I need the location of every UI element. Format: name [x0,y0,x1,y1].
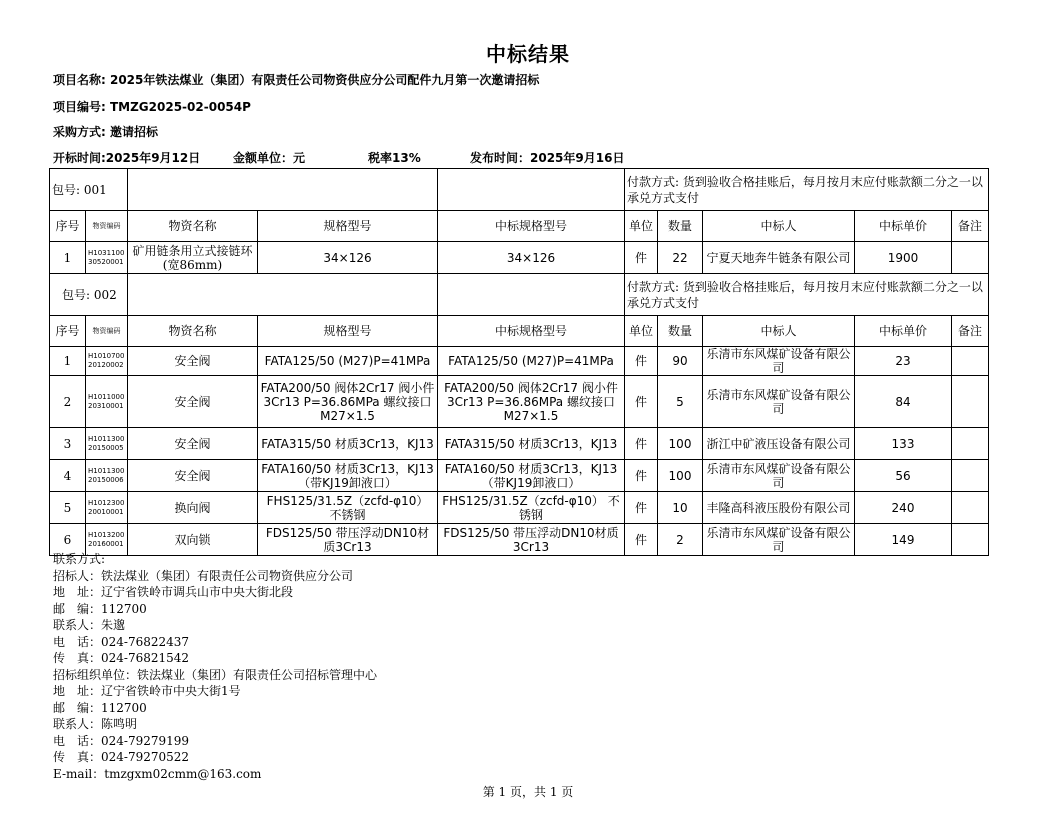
cell-qty: 90 [658,347,703,376]
cell-remark [952,376,989,428]
header-winner: 中标人 [703,211,855,242]
header-row [50,211,989,242]
cell-remark [952,492,989,524]
header-bid-spec: 中标规格型号 [438,211,625,242]
header-name: 物资名称 [128,211,258,242]
header-winner: 中标人 [703,316,855,347]
header-spec: 规格型号 [258,211,438,242]
cell-name: 安全阀 [128,428,258,460]
cell-winner: 丰隆高科液压股份有限公司 [703,492,855,524]
header-qty: 数量 [658,211,703,242]
contact-line: 电 话：024-79279199 [53,733,190,748]
cell-winner: 乐清市东风煤矿设备有限公司 [703,347,855,376]
cell-spec: FDS125/50 带压浮动DN10材质3Cr13 [258,524,438,556]
blank-cell [438,169,625,211]
cell-winner: 乐清市东风煤矿设备有限公司 [703,460,855,492]
contact-line: 电 话：024-76822437 [53,634,190,649]
cell-bid-spec: FATA125/50 (M27)P=41MPa [438,347,625,376]
package-label: 包号: 002 [50,274,128,316]
cell-spec: FATA315/50 材质3Cr13，KJ13 [258,428,438,460]
cell-name: 安全阀 [128,376,258,428]
header-unit: 单位 [625,211,658,242]
cell-seq: 2 [50,376,86,428]
cell-qty: 22 [658,242,703,274]
header-spec: 规格型号 [258,316,438,347]
cell-remark [952,460,989,492]
cell-unit: 件 [625,376,658,428]
cell-price: 23 [855,347,952,376]
cell-qty: 10 [658,492,703,524]
cell-winner: 乐清市东风煤矿设备有限公司 [703,524,855,556]
cell-name: 换向阀 [128,492,258,524]
result-table [49,168,989,556]
header-code: 物资编码 [86,211,128,242]
header-seq: 序号 [50,316,86,347]
header-qty: 数量 [658,316,703,347]
cell-name: 安全阀 [128,347,258,376]
cell-spec: FATA200/50 阀体2Cr17 阀小件3Cr13 P=36.86MPa 螺纹接口M27×1.5 [258,376,438,428]
cell-remark [952,428,989,460]
table-row [50,376,989,428]
package-row [50,169,989,211]
cell-code: H1011300 20150006 [86,460,128,492]
cell-bid-spec: FATA160/50 材质3Cr13，KJ13（带KJ19卸液口） [438,460,625,492]
header-seq: 序号 [50,211,86,242]
cell-name: 矿用链条用立式接链环(宽86mm) [128,242,258,274]
cell-unit: 件 [625,428,658,460]
cell-code: H1010700 20120002 [86,347,128,376]
package-label: 包号: 001 [50,169,128,211]
cell-qty: 100 [658,460,703,492]
cell-code: H1013200 20160001 [86,524,128,556]
contact-line: 联系方式: [53,552,106,566]
publish-time: 发布时间：2025年9月16日 [470,151,625,165]
cell-spec: FATA160/50 材质3Cr13，KJ13（带KJ19卸液口） [258,460,438,492]
tax-rate: 税率13% [368,151,421,165]
cell-price: 240 [855,492,952,524]
header-name: 物资名称 [128,316,258,347]
cell-code: H1011300 20150005 [86,428,128,460]
payment-terms: 付款方式: 货到验收合格挂账后，每月按月末应付账款额二分之一以承兑方式支付 [625,169,989,211]
cell-qty: 5 [658,376,703,428]
amount-unit: 金额单位：元 [233,151,306,165]
cell-seq: 3 [50,428,86,460]
contact-line: 邮 编：112700 [53,700,147,715]
cell-bid-spec: FATA315/50 材质3Cr13，KJ13 [438,428,625,460]
cell-qty: 2 [658,524,703,556]
table-row [50,242,989,274]
cell-remark [952,347,989,376]
contact-line: 联系人：朱邈 [53,618,126,632]
blank-cell [128,169,438,211]
cell-unit: 件 [625,347,658,376]
cell-bid-spec: FHS125/31.5Z（zcfd-φ10） 不锈钢 [438,492,625,524]
contact-line: 联系人：陈鸣明 [53,717,138,731]
package-row [50,274,989,316]
contact-line: 招标人：铁法煤业（集团）有限责任公司物资供应分公司 [53,568,354,583]
cell-name: 安全阀 [128,460,258,492]
cell-winner: 乐清市东风煤矿设备有限公司 [703,376,855,428]
cell-unit: 件 [625,524,658,556]
blank-cell [128,274,438,316]
cell-remark [952,242,989,274]
table-row [50,428,989,460]
cell-unit: 件 [625,492,658,524]
project-number: 项目编号: TMZG2025-02-0054P [53,100,251,114]
header-unit: 单位 [625,316,658,347]
header-row [50,316,989,347]
contact-block [53,551,377,782]
table-row [50,347,989,376]
header-bid-spec: 中标规格型号 [438,316,625,347]
cell-seq: 1 [50,347,86,376]
open-time: 开标时间:2025年9月12日 [53,151,201,165]
cell-unit: 件 [625,242,658,274]
contact-line: 招标组织单位：铁法煤业（集团）有限责任公司招标管理中心 [53,667,378,682]
cell-price: 1900 [855,242,952,274]
contact-line: 邮 编：112700 [53,601,147,616]
table-row [50,460,989,492]
header-code: 物资编码 [86,316,128,347]
header-price: 中标单价 [855,316,952,347]
cell-code: H1011000 20310001 [86,376,128,428]
contact-line: 传 真：024-76821542 [53,651,190,665]
contact-line: 地 址：辽宁省铁岭市调兵山市中央大街北段 [53,585,294,599]
header-price: 中标单价 [855,211,952,242]
cell-bid-spec: FATA200/50 阀体2Cr17 阀小件3Cr13 P=36.86MPa 螺纹接口M27×1.5 [438,376,625,428]
cell-qty: 100 [658,428,703,460]
contact-line: 地 址：辽宁省铁岭市中央大街1号 [53,684,241,698]
cell-bid-spec: FDS125/50 带压浮动DN10材质3Cr13 [438,524,625,556]
payment-terms: 付款方式: 货到验收合格挂账后，每月按月末应付账款额二分之一以承兑方式支付 [625,274,989,316]
cell-remark [952,524,989,556]
cell-price: 133 [855,428,952,460]
cell-code: H1012300 20010001 [86,492,128,524]
purchase-method: 采购方式: 邀请招标 [53,125,158,139]
cell-price: 149 [855,524,952,556]
header-remark: 备注 [952,316,989,347]
contact-line: E-mail：tmzgxm02cmm@163.com [53,766,262,781]
table-row [50,492,989,524]
cell-price: 84 [855,376,952,428]
cell-seq: 1 [50,242,86,274]
contact-line: 传 真：024-79270522 [53,750,190,764]
page-title: 中标结果 [486,42,570,66]
cell-winner: 浙江中矿液压设备有限公司 [703,428,855,460]
cell-seq: 4 [50,460,86,492]
cell-seq: 5 [50,492,86,524]
cell-bid-spec: 34×126 [438,242,625,274]
page-footer: 第 1 页，共 1 页 [482,785,574,799]
cell-spec: FATA125/50 (M27)P=41MPa [258,347,438,376]
blank-cell [438,274,625,316]
project-name: 项目名称: 2025年铁法煤业（集团）有限责任公司物资供应分公司配件九月第一次邀请招标 [53,73,540,87]
cell-spec: 34×126 [258,242,438,274]
cell-code: H1031100 30520001 [86,242,128,274]
header-remark: 备注 [952,211,989,242]
cell-spec: FHS125/31.5Z（zcfd-φ10） 不锈钢 [258,492,438,524]
cell-name: 双向锁 [128,524,258,556]
cell-unit: 件 [625,460,658,492]
cell-price: 56 [855,460,952,492]
cell-winner: 宁夏天地奔牛链条有限公司 [703,242,855,274]
cell-seq: 6 [50,524,86,556]
